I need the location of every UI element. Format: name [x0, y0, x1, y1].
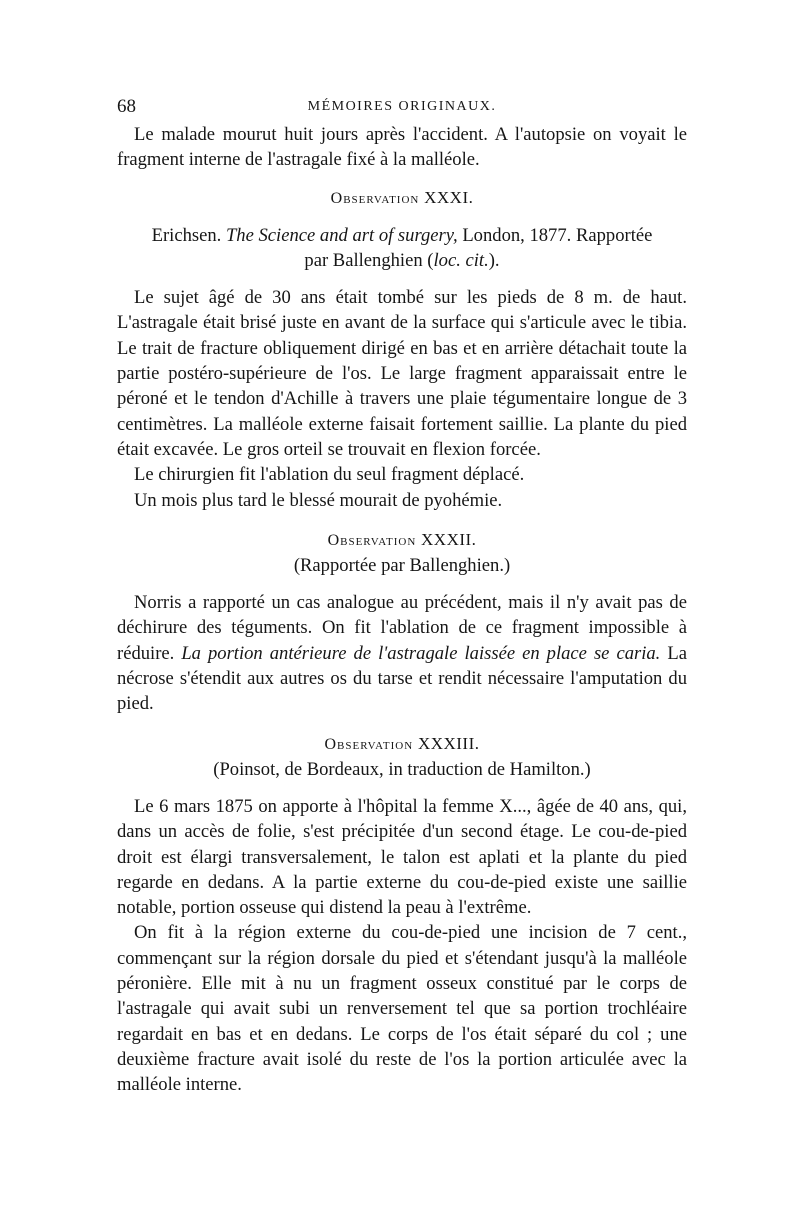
observation-33-paragraph: Le 6 mars 1875 on apporte à l'hôpital la femme X..., âgée de 40 ans, qui, dans un accès de folie, s'est précipitée d'un second étage. Le cou-de-pied droit est élargi transversalement, le talon est aplati et la plante du pied regarde en dedans. A la partie externe du cou-de-pied existe une saillie notable, portion osseuse qui distend la peau à l'extrême.: [117, 795, 687, 919]
observation-32-paragraph-italic: La portion antérieure de l'astragale laissée en place se caria.: [181, 642, 661, 664]
observation-32: [117, 527, 687, 717]
observation-33-numeral: XXXIII.: [417, 733, 480, 753]
observation-33: [117, 731, 687, 1098]
book-page: [117, 96, 687, 1098]
observation-32-source: (Rapportée par Ballenghien.): [293, 554, 511, 576]
observation-33-source: (Poinsot, de Bordeaux, in traduction de Hamilton.): [213, 758, 591, 780]
observation-31-label: Observation: [330, 189, 420, 207]
observation-31-source-rest: London, 1877. Rapportée: [462, 224, 653, 246]
observation-33-paragraph: On fit à la région externe du cou-de-pied une incision de 7 cent., commençant sur la région dorsale du pied et s'étendant jusqu'à la malléole péronière. Elle mit à nu un fragment osseux constitué par le corps de l'astragale qui avait subi un renversement tel que sa portion trochléaire regardait en bas et en dedans. Le corps de l'os était séparé du col ; une deuxième fracture avait isolé du reste de l'os la portion articulée avec la malléole interne.: [117, 922, 687, 1096]
observation-31-numeral: XXXI.: [424, 187, 474, 207]
observation-31-source-loc-cit: loc. cit.: [433, 249, 489, 271]
observation-31-paragraph: Le sujet âgé de 30 ans était tombé sur les pieds de 8 m. de haut. L'astragale était brisé juste en avant de la surface qui s'articule avec le tibia. Le trait de fracture obliquement dirigé en bas et en arrière détachait toute la partie postéro-supérieure de l'os. Le large fragment apparaissait entre le péroné et le tendon d'Achille à travers une plaie tégumentaire longue de 3 centimètres. La malléole externe faisait fortement saillie. La plante du pied était excavée. Le gros orteil se trouvait en flexion forcée.: [117, 287, 687, 460]
observation-32-paragraph-end: La nécrose s'étendit aux autres os du tarse et rendit nécessaire l'amputation du pied.: [117, 642, 687, 715]
intro-paragraph: Le malade mourut huit jours après l'accident. A l'autopsie on voyait le fragment interne de l'astragale fixé à la malléole.: [117, 124, 687, 171]
observation-32-paragraph: [117, 590, 687, 716]
observation-32-numeral: XXXII.: [421, 529, 477, 549]
observation-31-paragraph: Le chirurgien fit l'ablation du seul fragment déplacé.: [134, 464, 525, 486]
observation-33-title: [117, 731, 687, 757]
observation-32-paragraph-start: Norris a rapporté un cas analogue au précédent, mais il n'y avait pas de déchirure des téguments. On fit l'ablation de ce fragment impossible à réduire.: [117, 592, 687, 664]
page-header: [117, 96, 687, 122]
observation-32-label: Observation: [327, 531, 417, 549]
observation-32-title: [117, 527, 687, 553]
observation-33-label: Observation: [324, 735, 414, 753]
observation-31-source: [117, 223, 687, 274]
observation-31-title: [117, 185, 687, 211]
observation-31-paragraph: Un mois plus tard le blessé mourait de pyohémie.: [134, 489, 503, 511]
observation-31-source-title: The Science and art of surgery,: [225, 224, 458, 246]
observation-31-source-author: Erichsen.: [151, 224, 222, 246]
observation-31-source-line2-prefix: par Ballenghien (: [304, 249, 434, 271]
page-number: 68: [117, 96, 136, 117]
observation-31-source-line2-suffix: ).: [488, 249, 500, 271]
observation-31: [117, 185, 687, 513]
running-head: MÉMOIRES ORIGINAUX.: [307, 99, 497, 114]
